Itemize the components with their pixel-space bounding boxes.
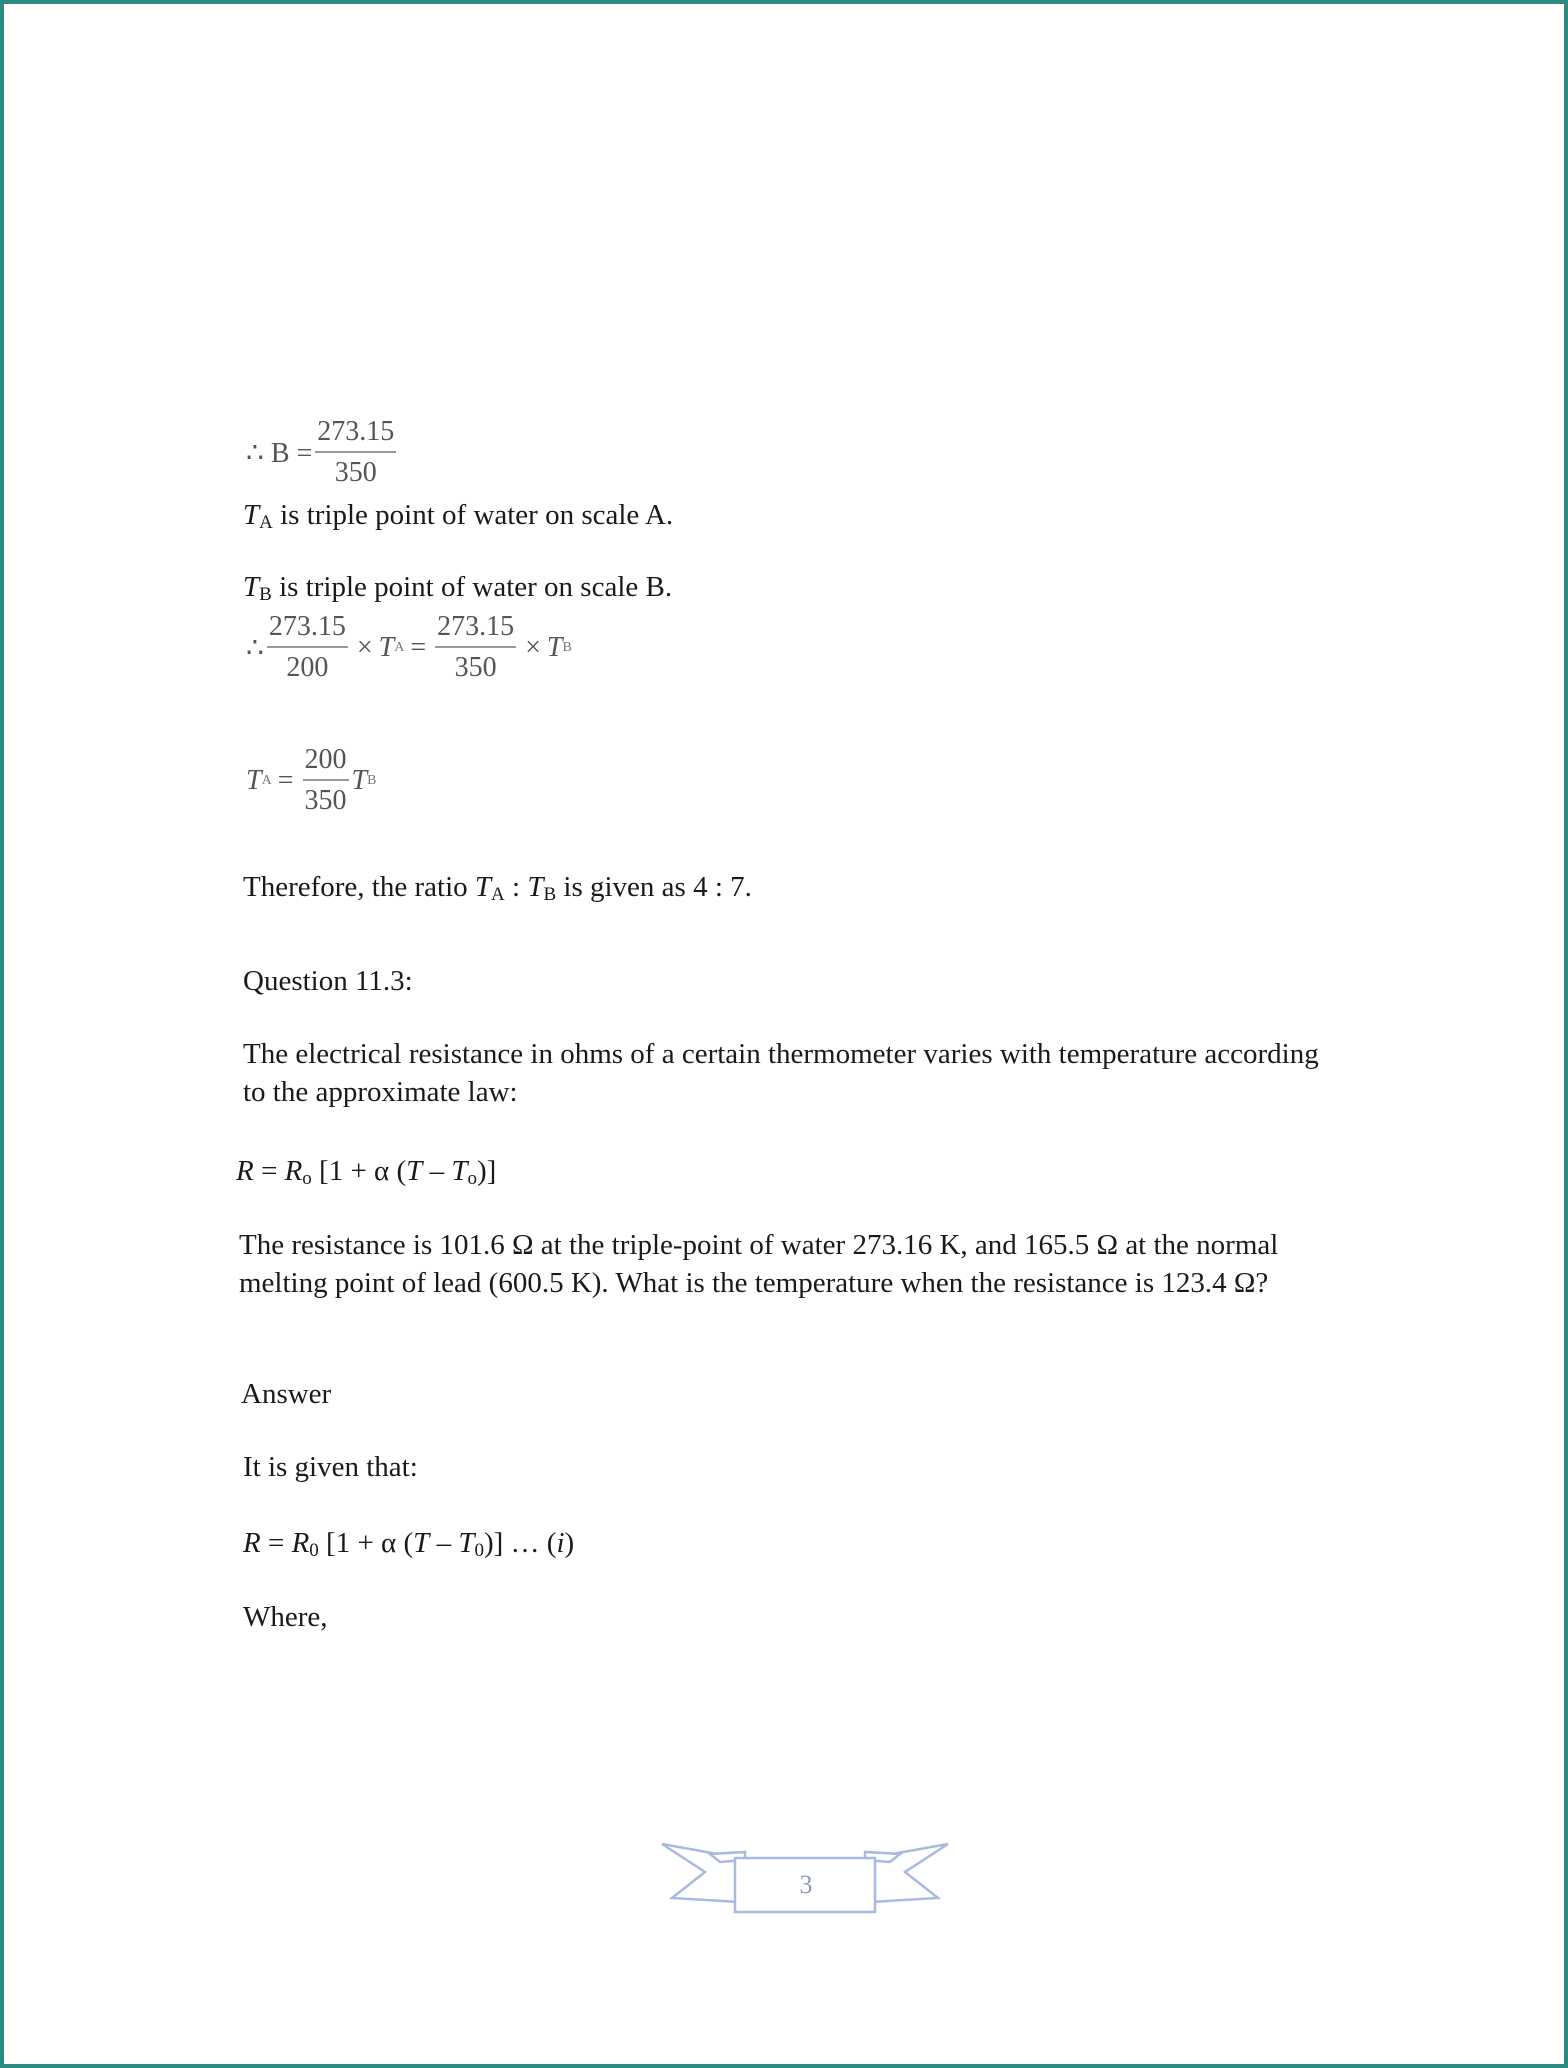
text: is given as 4 : 7. xyxy=(556,871,752,903)
text: ) xyxy=(564,1527,575,1559)
denominator: 350 xyxy=(304,785,347,816)
text: = xyxy=(253,1155,285,1187)
question-detail: The resistance is 101.6 Ω at the triple-point of water 273.16 K, and 165.5 Ω at the normal melting point of lead (600.5 K). What is the temperature when the resistance is 123.4 Ω? xyxy=(239,1229,1279,1299)
numerator: 273.15 xyxy=(435,610,516,648)
resistance-law-i xyxy=(243,1524,574,1570)
subscript: 0 xyxy=(474,1540,484,1561)
subscript: A xyxy=(394,640,405,655)
page-number: 3 xyxy=(799,1870,813,1899)
subscript: o xyxy=(467,1168,477,1189)
subscript: B xyxy=(259,584,272,605)
equation-ref: i xyxy=(556,1527,565,1559)
times-symbol: × xyxy=(356,632,373,663)
subscript: B xyxy=(543,884,557,905)
text: Therefore, the ratio xyxy=(243,871,475,903)
equals-symbol: = xyxy=(410,632,427,663)
where-label: Where, xyxy=(243,1601,328,1633)
text: – xyxy=(422,1155,452,1187)
text: )] xyxy=(476,1155,497,1187)
denominator: 350 xyxy=(334,457,377,488)
text: : xyxy=(504,871,528,903)
text: – xyxy=(429,1527,459,1559)
subscript: A xyxy=(261,773,272,788)
equation-ta xyxy=(246,743,376,819)
var-t: T xyxy=(351,765,368,796)
var-t: T xyxy=(451,1155,468,1187)
denominator: 200 xyxy=(286,652,329,683)
fraction-right xyxy=(435,610,516,686)
question-text: The electrical resistance in ohms of a certain thermometer varies with temperature according to the approximate law: xyxy=(243,1038,1319,1108)
var-t: T xyxy=(527,871,544,903)
var-r: R xyxy=(236,1155,254,1187)
subscript: A xyxy=(491,884,505,905)
var-t: T xyxy=(243,499,260,531)
answer-label: Answer xyxy=(241,1378,332,1410)
equation-b xyxy=(246,415,399,491)
numerator: 273.15 xyxy=(315,415,396,453)
var-t: T xyxy=(474,871,492,903)
text: )] … ( xyxy=(483,1527,557,1559)
conclusion xyxy=(243,868,752,914)
subscript: o xyxy=(302,1168,312,1189)
question-title: Question 11.3: xyxy=(243,965,413,997)
therefore-symbol: ∴ xyxy=(246,633,264,664)
fraction xyxy=(303,743,349,819)
var-t: T xyxy=(413,1527,430,1559)
var-t: T xyxy=(243,571,260,603)
given-label: It is given that: xyxy=(243,1451,418,1483)
var-t: T xyxy=(546,632,563,663)
numerator: 200 xyxy=(303,743,349,781)
subscript: B xyxy=(562,640,572,655)
ta-definition xyxy=(243,496,673,542)
var-r: R xyxy=(284,1155,303,1187)
text: [1 + α ( xyxy=(318,1527,414,1559)
eq-b-prefix: ∴ B = xyxy=(246,438,313,469)
var-t: T xyxy=(246,765,262,796)
var-t: T xyxy=(378,632,395,663)
text: = xyxy=(260,1527,292,1559)
subscript: B xyxy=(367,773,377,788)
var-r: R xyxy=(243,1527,261,1559)
times-symbol: × xyxy=(525,632,541,663)
var-t: T xyxy=(458,1527,475,1559)
text: is triple point of water on scale A. xyxy=(272,499,674,531)
fraction-left xyxy=(267,610,348,686)
text: is triple point of water on scale B. xyxy=(271,571,673,603)
subscript: A xyxy=(259,512,273,533)
tb-definition xyxy=(243,568,672,614)
denominator: 350 xyxy=(454,652,497,683)
resistance-law xyxy=(236,1152,496,1198)
fraction xyxy=(315,415,396,491)
text: [1 + α ( xyxy=(311,1155,407,1187)
var-r: R xyxy=(291,1527,310,1559)
numerator: 273.15 xyxy=(267,610,348,648)
var-t: T xyxy=(406,1155,423,1187)
equals-symbol: = xyxy=(277,765,294,796)
equation-ratio xyxy=(246,610,572,686)
subscript: 0 xyxy=(309,1540,319,1561)
